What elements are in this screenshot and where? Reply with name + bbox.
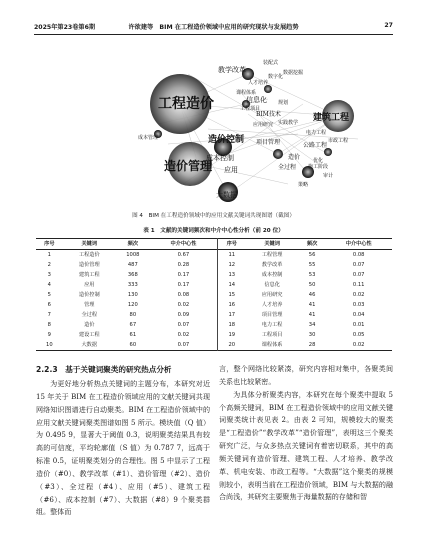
table-cell: 工程管理 (261, 252, 283, 258)
table-cell: 0.05 (352, 332, 365, 338)
table-cell: 50 (308, 282, 316, 288)
table-cell: 12 (218, 260, 246, 270)
kw-label: 成本管理 (138, 135, 159, 141)
table-cell: 5 (47, 292, 51, 298)
table-cell: 28 (308, 342, 316, 348)
kw-label: 建筑工程 (313, 113, 350, 123)
table-cell: 0.08 (177, 292, 190, 298)
running-header (34, 22, 393, 34)
kw-label: 施工阶段 (308, 164, 329, 170)
kw-label: 审计 (323, 173, 334, 179)
col-header: 频次 (306, 241, 318, 247)
table-cell: 7 (47, 312, 51, 318)
table-cell: 信息化 (264, 282, 280, 288)
table-cell: 电力工程 (261, 322, 283, 328)
table-cell: 17 (218, 310, 246, 320)
table-cell: 教学改革 (261, 262, 283, 268)
table-cell: 0.08 (352, 252, 365, 258)
table-cell: 1008 (126, 252, 140, 258)
kw-label: 策略 (298, 182, 309, 188)
table-cell: 368 (127, 272, 138, 278)
col-header: 频次 (127, 241, 139, 247)
table-cell: 8 (47, 322, 51, 328)
kw-label: 优化 (313, 158, 324, 164)
kw-label: 造价 (288, 154, 301, 161)
kw-label: 成本控制 (206, 154, 234, 162)
table-cell: 16 (218, 300, 246, 310)
table-cell: 61 (129, 332, 137, 338)
page-number: 27 (384, 22, 393, 29)
table-cell: 3 (47, 272, 51, 278)
kw-label: BIM技术 (256, 111, 281, 118)
kw-label: 教学改革 (218, 66, 246, 74)
table-cell: 建设工程 (78, 332, 100, 338)
table-cell: 56 (308, 252, 316, 258)
section-heading: 2.2.3 基于关键词聚类的研究热点分析 (36, 365, 172, 374)
table-cell: 333 (127, 282, 138, 288)
kw-label: 造价管理 (164, 159, 213, 173)
table-row (36, 250, 392, 261)
table-cell: 0.04 (352, 312, 365, 318)
paragraph: 为具体分析聚类内容，本研究在每个聚类中提取 5 个高频关键词，BIM 在工程造价领域中的应用文献关键词聚类统计表见表 2。由表 2 可知，规模较大的聚类是“工程造价”“教学改革”“造价管理”，表明这三个聚类研究广泛，与众多热点关键词有着密切联系，其中的高频关键词有造价管理、建筑工程、人才培养、教学改革、机电安装、市政工程等。“大数据”这个聚类的规模则较小，表明当前在工程造价领域，BIM 与大数据的融合尚浅，其研究主要聚焦于海量数据的存储和智 (219, 389, 393, 502)
table-row (36, 270, 392, 280)
col-header: 关键词 (264, 241, 280, 247)
running-title: 许欲建等 BIM 在工程造价领域中应用的研究现状与发展趋势 (128, 24, 299, 31)
kw-label: 全过程 (278, 164, 297, 171)
table-row (36, 320, 392, 330)
table-cell: 0.17 (177, 282, 190, 288)
table-cell: 0.02 (352, 342, 365, 348)
col-header: 序号 (44, 241, 55, 247)
table-cell: 工程造价 (78, 252, 100, 258)
table-row (36, 330, 392, 340)
table-cell: 项目管理 (261, 312, 283, 318)
table-cell: 0.67 (177, 252, 190, 258)
table-cell: 10 (46, 342, 53, 348)
kw-label: 应用 (224, 166, 238, 174)
table-cell: 53 (308, 272, 316, 278)
table-cell: 18 (218, 320, 246, 330)
table-cell: 0.09 (177, 312, 190, 318)
table-cell: 55 (308, 262, 316, 268)
table-cell: 67 (129, 322, 137, 328)
kw-label: 应用研究 (253, 122, 274, 128)
col-header: 中介中心性 (170, 241, 197, 247)
table-row (36, 300, 392, 310)
table-row (36, 290, 392, 300)
table-row (36, 260, 392, 270)
table-cell: 34 (308, 322, 316, 328)
table-cell: 6 (47, 302, 51, 308)
table-header-row (36, 239, 392, 250)
table-row (36, 280, 392, 290)
table-cell: 30 (308, 332, 316, 338)
paragraph: 为更好地分析热点关键词的主题分布，本研究对近 15 年关于 BIM 在工程造价领域应用的文献关键词共现网络知识图谱进行自动聚类。BIM 在工程造价领域中的应用文献关键词聚类图谱如图 5 所示。模块值（Q 值）为 0.495 9，显著大于阈值 0.3，说明聚类结果具有较高的可信度，平均轮廓值（S 值）为 0.787 7，远高于标准 0.5，证明聚类划分的合理性。图 5 中显示了工程造价（#0）、教学改革（#1）、造价管理（#2）、造价（#3）、全过程（#4）、应用（#5）、建筑工程（#6）、成本控制（#7）、大数据（#8）9 个聚类群组。整体而 (36, 379, 210, 517)
table-cell: 20 (218, 340, 246, 351)
table-cell: 0.02 (352, 292, 365, 298)
table-cell: 0.07 (352, 272, 365, 278)
table-caption: 表 1 文献的关键词频次和中介中心性分析（前 20 位） (143, 228, 284, 234)
table-cell: 80 (129, 312, 137, 318)
table-cell: 41 (308, 312, 316, 318)
table-cell: 11 (218, 250, 246, 261)
table-cell: 工程项目 (261, 332, 283, 338)
kw-label: 信息化 (246, 96, 267, 104)
keyword-frequency-table (36, 238, 392, 351)
journal-issue: 2025年第23卷第6期 (34, 24, 96, 31)
table-cell: 0.17 (177, 272, 190, 278)
kw-label: 市政工程 (328, 138, 349, 144)
table-cell: 0.07 (352, 262, 365, 268)
table-cell: 60 (129, 342, 137, 348)
kw-label: 实践教学 (278, 120, 299, 126)
kw-label: 装配式 (263, 60, 279, 66)
table-cell: 0.03 (352, 302, 365, 308)
body-column-left (36, 378, 210, 519)
table-cell: 0.28 (177, 262, 190, 268)
table-cell: 46 (308, 292, 316, 298)
kw-label: 大数据 (216, 191, 237, 199)
table-cell: 管理 (84, 302, 95, 308)
table-cell: 4 (47, 282, 51, 288)
table-row (36, 340, 392, 351)
table-cell: 19 (218, 330, 246, 340)
kw-label: 人才培养 (248, 80, 269, 86)
table-cell: 0.01 (352, 322, 365, 328)
table-cell: 应用研究 (261, 292, 283, 298)
table-cell: 130 (127, 292, 138, 298)
table-cell: 14 (218, 280, 246, 290)
table-cell: 0.11 (352, 282, 365, 288)
table-cell: 0.02 (177, 332, 190, 338)
table-cell: 全过程 (81, 312, 98, 318)
table-cell: 0.02 (177, 302, 190, 308)
table-cell: 41 (308, 302, 316, 308)
table-cell: 1 (47, 252, 51, 258)
figure-caption: 图 4 BIM 在工程造价领域中的应用文献关键词共现图谱（截图） (132, 213, 295, 219)
table-cell: 大数据 (81, 342, 98, 348)
table-cell: 120 (127, 302, 138, 308)
table-cell: 15 (218, 290, 246, 300)
table-cell: 应用 (84, 282, 95, 288)
kw-label: 造价控制 (208, 135, 245, 145)
kw-label: 课程体系 (236, 90, 257, 96)
kw-label: 项目管理 (256, 139, 281, 146)
table-cell: 成本控制 (261, 272, 283, 278)
col-header: 中介中心性 (345, 241, 372, 247)
paragraph: 言，整个网络比较紧凑，研究内容相对集中，各聚类间关系也比较紧密。 (219, 364, 393, 386)
table-cell: 建筑工程 (78, 272, 100, 278)
table-cell: 造价管理 (78, 262, 100, 268)
kw-label: 公路工程 (303, 142, 328, 149)
col-header: 关键词 (81, 241, 98, 247)
col-header: 序号 (218, 239, 246, 250)
kw-label: 数字化 (268, 74, 284, 80)
table-cell: 0.07 (177, 322, 190, 328)
kw-label: 电力工程 (306, 130, 327, 136)
table-cell: 造价控制 (78, 292, 100, 298)
table-cell: 人才培养 (261, 302, 283, 308)
body-column-right (219, 363, 393, 504)
table-cell: 487 (127, 262, 138, 268)
kw-label: 工程项目 (240, 106, 261, 112)
table-cell: 课程体系 (261, 342, 283, 348)
table-row (36, 310, 392, 320)
table-cell: 13 (218, 270, 246, 280)
keyword-cooccurrence-map (128, 44, 368, 204)
table-cell: 9 (47, 332, 51, 338)
header-rule (34, 34, 393, 35)
table-cell: 2 (47, 262, 51, 268)
table-cell: 造价 (84, 322, 95, 328)
kw-label: 规划 (278, 100, 289, 106)
table-cell: 0.07 (177, 342, 190, 348)
kw-label: 工程造价 (158, 96, 214, 112)
kw-label: 数据挖掘 (283, 70, 304, 76)
